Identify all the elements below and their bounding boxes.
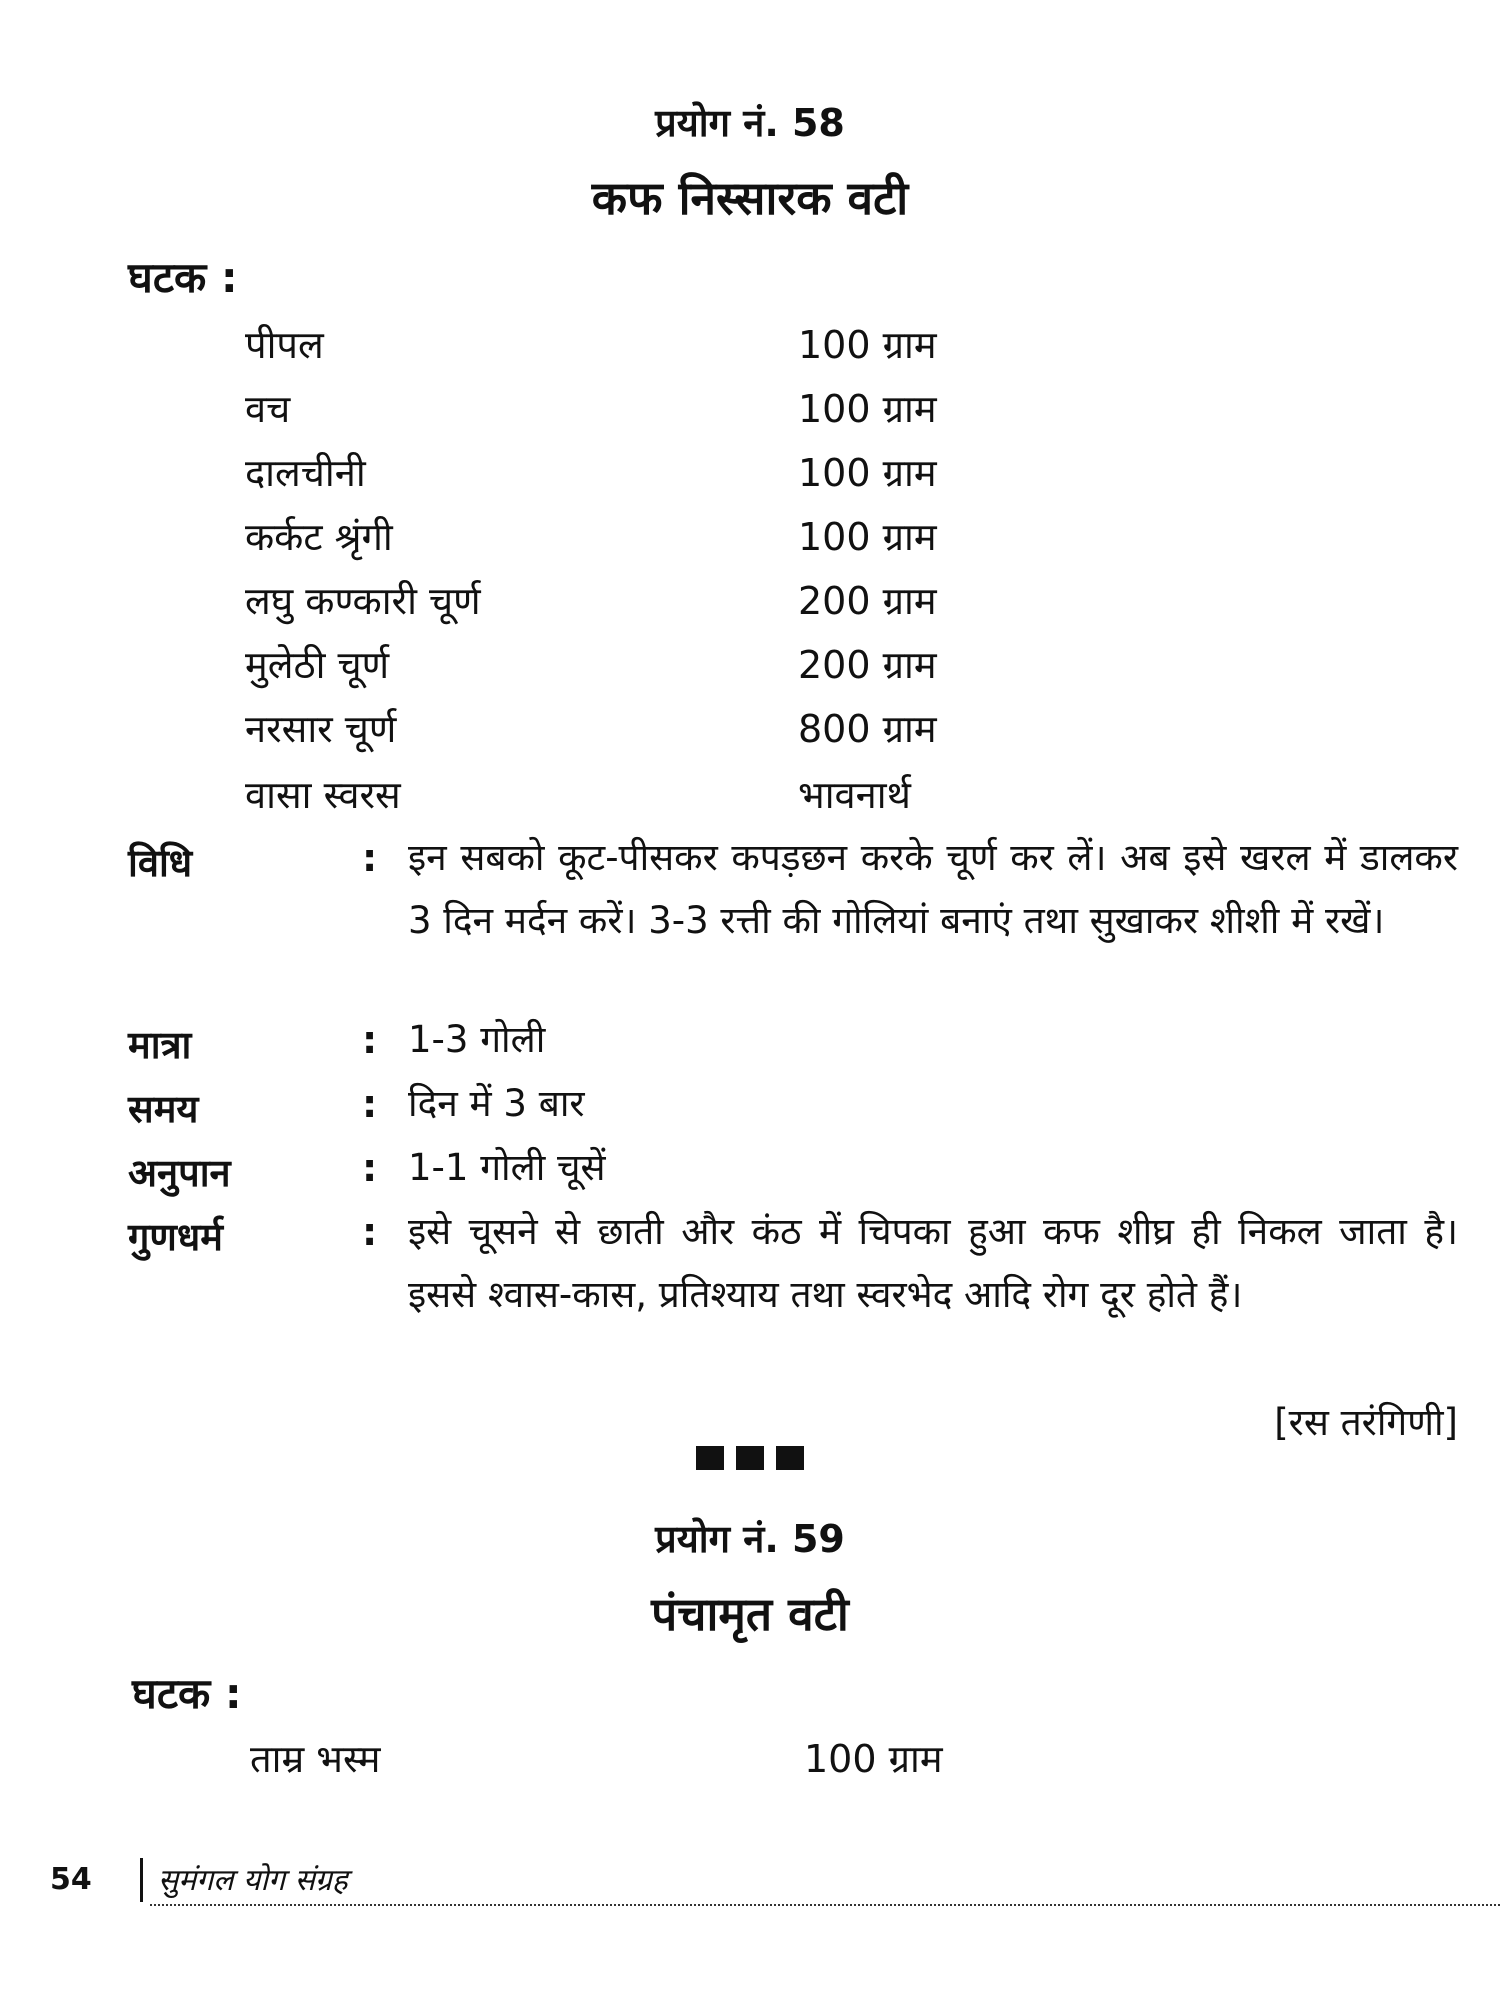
ingredient-row <box>0 510 1500 570</box>
ingredient-quantity: 200 ग्राम <box>798 579 937 623</box>
ingredient-quantity: 100 ग्राम <box>798 387 937 431</box>
running-footer-title: सुमंगल योग संग्रह <box>158 1863 348 1898</box>
ingredient-row <box>0 768 1500 828</box>
ingredient-row <box>0 382 1500 442</box>
field-label: विधि <box>128 841 193 885</box>
ingredient-quantity: 200 ग्राम <box>798 643 937 687</box>
field-label: समय <box>128 1087 199 1131</box>
ingredient-row <box>0 702 1500 762</box>
field-text: 1-3 गोली <box>408 1018 546 1061</box>
ingredient-row <box>0 318 1500 378</box>
ingredient-row <box>0 574 1500 634</box>
ingredient-name: लघु कण्कारी चूर्ण <box>245 579 481 623</box>
ingredient-quantity: 100 ग्राम <box>798 515 937 559</box>
recipe-number: प्रयोग नं. 59 <box>655 1517 845 1561</box>
field-colon: : <box>362 836 378 880</box>
field-label: मात्रा <box>128 1023 192 1067</box>
field-text: 1-1 गोली चूसें <box>408 1146 606 1189</box>
section-separator <box>0 1446 1500 1470</box>
field-colon: : <box>362 1210 378 1254</box>
ingredient-quantity: 100 ग्राम <box>804 1737 943 1781</box>
field-text: इन सबको कूट-पीसकर कपड़छन करके चूर्ण कर लें। अब इसे खरल में डालकर 3 दिन मर्दन करें। 3-3 रत्ती की गोलियां बनाएं तथा सुखाकर शीशी में रखें। <box>408 836 1458 942</box>
ingredient-quantity: भावनार्थ <box>798 773 911 817</box>
footer-dotted-rule <box>150 1904 1500 1906</box>
separator-square <box>696 1446 724 1470</box>
ingredient-name: ताम्र भस्म <box>250 1737 381 1781</box>
field-text: इसे चूसने से छाती और कंठ में चिपका हुआ कफ शीघ्र ही निकल जाता है। इससे श्वास-कास, प्रतिश्याय तथा स्वरभेद आदि रोग दूर होते हैं। <box>408 1210 1458 1316</box>
ingredient-name: मुलेठी चूर्ण <box>245 643 390 687</box>
ingredient-row <box>0 1732 1500 1792</box>
recipe-number: प्रयोग नं. 58 <box>655 101 845 145</box>
ingredient-quantity: 100 ग्राम <box>798 451 937 495</box>
ingredient-row <box>0 638 1500 698</box>
ingredient-name: वच <box>245 387 291 431</box>
ingredient-name: कर्कट श्रृंगी <box>245 515 393 559</box>
field-text: दिन में 3 बार <box>408 1082 585 1125</box>
ingredient-row <box>0 446 1500 506</box>
separator-square <box>736 1446 764 1470</box>
ingredient-name: पीपल <box>245 323 324 367</box>
field-colon: : <box>362 1082 378 1126</box>
recipe-title: पंचामृत वटी <box>651 1587 849 1641</box>
page-number: 54 <box>50 1862 92 1897</box>
source-citation: [रस तरंगिणी] <box>1274 1401 1458 1444</box>
ingredients-heading: घटक : <box>128 253 238 302</box>
separator-square <box>776 1446 804 1470</box>
footer-divider <box>140 1858 143 1902</box>
recipe-title: कफ निस्सारक वटी <box>591 171 909 225</box>
ingredient-name: वासा स्वरस <box>245 773 401 817</box>
ingredient-quantity: 100 ग्राम <box>798 323 937 367</box>
field-colon: : <box>362 1018 378 1062</box>
field-label: गुणधर्म <box>128 1215 223 1259</box>
field-label: अनुपान <box>128 1151 231 1195</box>
ingredient-name: दालचीनी <box>245 451 366 495</box>
ingredient-name: नरसार चूर्ण <box>245 707 397 751</box>
ingredients-heading: घटक : <box>132 1669 242 1718</box>
ingredient-quantity: 800 ग्राम <box>798 707 937 751</box>
field-colon: : <box>362 1146 378 1190</box>
